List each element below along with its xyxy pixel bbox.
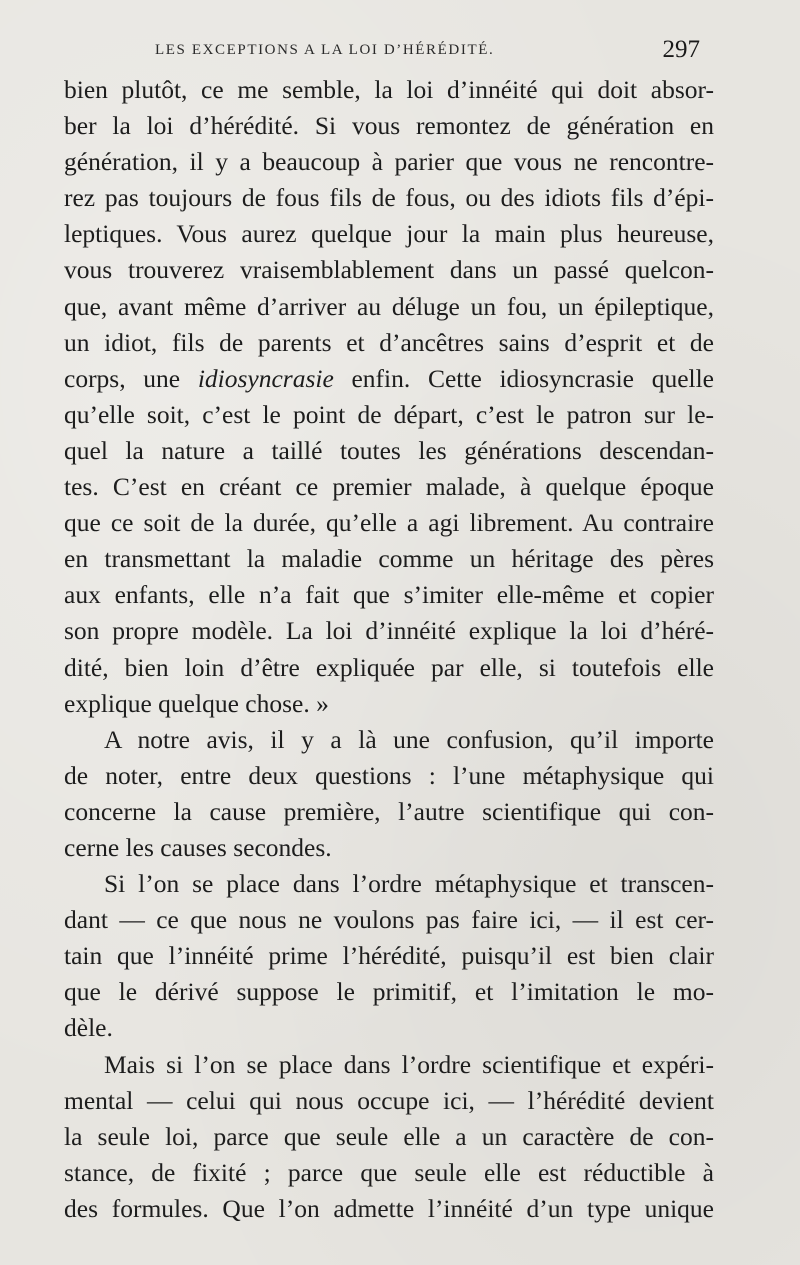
- body-text: [64, 72, 714, 1227]
- text-line: rez pas toujours de fous fils de fous, ou des idiots fils d’épi-: [64, 183, 714, 213]
- text-line: ber la loi d’hérédité. Si vous remontez de génération en: [64, 111, 714, 141]
- text-line: de noter, entre deux questions : l’une métaphysique qui: [64, 760, 714, 790]
- text-line: génération, il y a beaucoup à parier que vous ne rencontre-: [64, 147, 714, 177]
- text-line: concerne la cause première, l’autre scientifique qui con-: [64, 796, 714, 826]
- text-line: son propre modèle. La loi d’innéité explique la loi d’héré-: [64, 616, 714, 646]
- text-line: des formules. Que l’on admette l’innéité d’un type unique: [64, 1193, 714, 1223]
- text-line: explique quelque chose. »: [64, 688, 329, 718]
- text-line: mental — celui qui nous occupe ici, — l’hérédité devient: [64, 1085, 714, 1115]
- italic-term: idiosyncrasie: [197, 363, 334, 393]
- text-line: tain que l’innéité prime l’hérédité, puisqu’il est bien clair: [64, 941, 714, 971]
- text-line: stance, de fixité ; parce que seule elle est réductible à: [64, 1157, 714, 1187]
- running-title: LES EXCEPTIONS A LA LOI D’HÉRÉDITÉ.: [155, 42, 495, 58]
- text-line: en transmettant la maladie comme un héritage des pères: [64, 544, 714, 574]
- text-line: corps, une idiosyncrasie enfin. Cette idiosyncrasie quelle: [64, 363, 714, 393]
- text-line: leptiques. Vous aurez quelque jour la main plus heureuse,: [64, 219, 714, 249]
- text-line: qu’elle soit, c’est le point de départ, c’est le patron sur le-: [64, 399, 714, 429]
- text-line: quel la nature a taillé toutes les générations descendan-: [64, 435, 714, 465]
- text-line: dèle.: [64, 1013, 113, 1043]
- running-head: [155, 36, 700, 66]
- text-line: que ce soit de la durée, qu’elle a agi librement. Au contraire: [64, 508, 714, 538]
- text-line: vous trouverez vraisemblablement dans un passé quelcon-: [64, 255, 714, 285]
- text-line: dité, bien loin d’être expliquée par elle, si toutefois elle: [64, 652, 714, 682]
- text-line: Mais si l’on se place dans l’ordre scientifique et expéri-: [104, 1049, 714, 1079]
- text-line: que le dérivé suppose le primitif, et l’imitation le mo-: [64, 977, 714, 1007]
- text-line: cerne les causes secondes.: [64, 832, 332, 862]
- text-line: A notre avis, il y a là une confusion, qu’il importe: [104, 724, 714, 754]
- page-number: 297: [662, 36, 700, 63]
- text-line: tes. C’est en créant ce premier malade, à quelque époque: [64, 472, 714, 502]
- text-line: la seule loi, parce que seule elle a un caractère de con-: [64, 1121, 714, 1151]
- text-line: un idiot, fils de parents et d’ancêtres sains d’esprit et de: [64, 327, 714, 357]
- text-line: Si l’on se place dans l’ordre métaphysique et transcen-: [104, 869, 714, 899]
- text-line: que, avant même d’arriver au déluge un fou, un épileptique,: [64, 291, 714, 321]
- text-line: aux enfants, elle n’a fait que s’imiter elle-même et copier: [64, 580, 714, 610]
- text-line: dant — ce que nous ne voulons pas faire ici, — il est cer-: [64, 905, 714, 935]
- text-line: bien plutôt, ce me semble, la loi d’innéité qui doit absor-: [64, 75, 714, 104]
